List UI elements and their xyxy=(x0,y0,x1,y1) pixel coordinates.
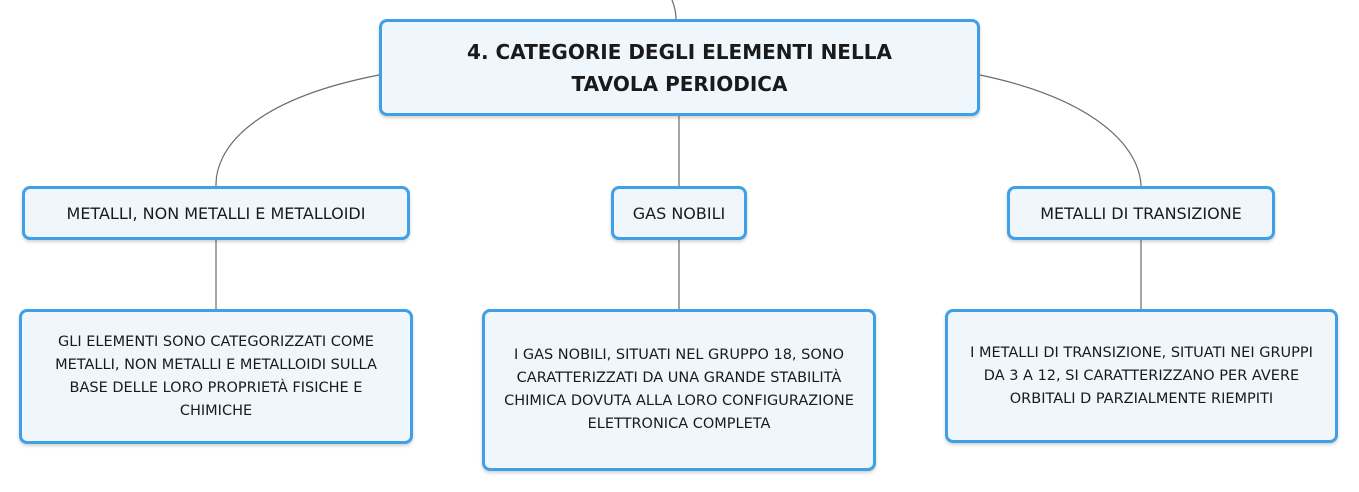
subtopic-transizione-description[interactable] xyxy=(945,309,1338,443)
subtopic-text: GLI ELEMENTI SONO CATEGORIZZATI COME METALLI, NON METALLI E METALLOIDI SULLA BASE DELLE LORO PROPRIETÀ FISICHE E CHIMICHE xyxy=(55,333,377,419)
subtopic-text: I GAS NOBILI, SITUATI NEL GRUPPO 18, SONO CARATTERIZZATI DA UNA GRANDE STABILITÀ CHIMICA DOVUTA ALLA LORO CONFIGURAZIONE ELETTRONICA COMPLETA xyxy=(504,347,854,432)
connector-root-to-transizione xyxy=(980,75,1141,186)
root-topic[interactable] xyxy=(379,19,980,116)
topic-label: METALLI DI TRANSIZIONE xyxy=(1040,203,1242,223)
topic-metalli-non-metalli-metalloidi[interactable] xyxy=(22,186,410,240)
topic-label: METALLI, NON METALLI E METALLOIDI xyxy=(66,203,366,223)
subtopic-text: I METALLI DI TRANSIZIONE, SITUATI NEI GRUPPI DA 3 A 12, SI CARATTERIZZANO PER AVERE ORBITALI D PARZIALMENTE RIEMPITI xyxy=(970,344,1313,407)
root-topic-label: 4. CATEGORIE DEGLI ELEMENTI NELLA TAVOLA PERIODICA xyxy=(467,39,892,96)
connector-root-to-metalli xyxy=(216,75,379,186)
topic-label: GAS NOBILI xyxy=(632,203,726,223)
topic-metalli-di-transizione[interactable] xyxy=(1007,186,1275,240)
subtopic-gas-nobili-description[interactable] xyxy=(482,309,876,471)
connector-parent-to-root xyxy=(672,0,676,19)
topic-gas-nobili[interactable] xyxy=(611,186,747,240)
subtopic-metalli-description[interactable] xyxy=(19,309,413,444)
